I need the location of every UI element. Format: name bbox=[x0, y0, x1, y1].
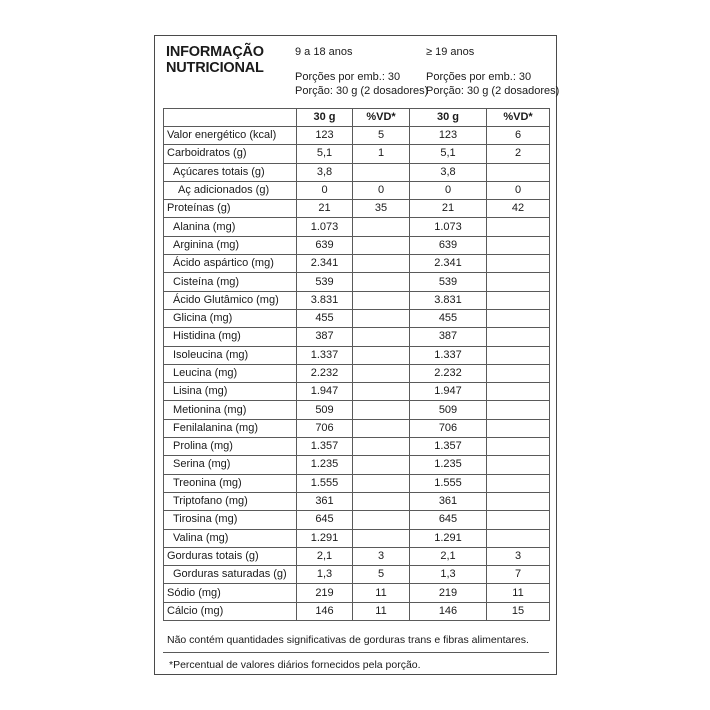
daily-value-9-18 bbox=[353, 438, 410, 456]
daily-value-19-plus bbox=[487, 364, 550, 382]
amount-9-18: 1.337 bbox=[297, 346, 353, 364]
nutrient-label: Tirosina (mg) bbox=[164, 511, 297, 529]
table-row bbox=[164, 328, 550, 346]
amount-19-plus: 455 bbox=[410, 309, 487, 327]
amount-9-18: 539 bbox=[297, 273, 353, 291]
table-row bbox=[164, 127, 550, 145]
amount-9-18: 706 bbox=[297, 419, 353, 437]
table-row bbox=[164, 255, 550, 273]
daily-value-9-18 bbox=[353, 346, 410, 364]
nutrient-label: Arginina (mg) bbox=[164, 236, 297, 254]
amount-19-plus: 539 bbox=[410, 273, 487, 291]
nutrition-facts-panel bbox=[154, 35, 560, 675]
nutrient-label: Ácido aspártico (mg) bbox=[164, 255, 297, 273]
daily-value-9-18 bbox=[353, 474, 410, 492]
column-header-9-18 bbox=[295, 45, 428, 98]
daily-value-9-18 bbox=[353, 401, 410, 419]
amount-9-18: 1.555 bbox=[297, 474, 353, 492]
daily-value-9-18: 3 bbox=[353, 547, 410, 565]
daily-value-9-18 bbox=[353, 511, 410, 529]
servings-per-package: Porções por emb.: 30 bbox=[426, 71, 532, 83]
amount-9-18: 1.357 bbox=[297, 438, 353, 456]
nutrient-label: Sódio (mg) bbox=[164, 584, 297, 602]
daily-value-19-plus: 15 bbox=[487, 602, 550, 620]
table-row bbox=[164, 309, 550, 327]
amount-9-18: 21 bbox=[297, 200, 353, 218]
title-line-1: INFORMAÇÃO bbox=[166, 44, 264, 60]
nutrient-label: Lisina (mg) bbox=[164, 383, 297, 401]
amount-header: 30 g bbox=[297, 109, 353, 127]
nutrient-label: Valina (mg) bbox=[164, 529, 297, 547]
amount-19-plus: 2.341 bbox=[410, 255, 487, 273]
table-row bbox=[164, 474, 550, 492]
table-row bbox=[164, 236, 550, 254]
daily-value-9-18 bbox=[353, 273, 410, 291]
daily-value-9-18 bbox=[353, 291, 410, 309]
age-group-label: 9 a 18 anos bbox=[295, 46, 353, 58]
amount-9-18: 3,8 bbox=[297, 163, 353, 181]
daily-value-19-plus bbox=[487, 438, 550, 456]
amount-9-18: 645 bbox=[297, 511, 353, 529]
nutrient-label: Proteínas (g) bbox=[164, 200, 297, 218]
daily-value-9-18 bbox=[353, 309, 410, 327]
table-row bbox=[164, 163, 550, 181]
table-row bbox=[164, 218, 550, 236]
table-row bbox=[164, 529, 550, 547]
daily-value-19-plus: 0 bbox=[487, 181, 550, 199]
daily-value-19-plus bbox=[487, 511, 550, 529]
daily-value-19-plus bbox=[487, 328, 550, 346]
amount-19-plus: 3,8 bbox=[410, 163, 487, 181]
daily-value-9-18 bbox=[353, 163, 410, 181]
title-line-2: NUTRICIONAL bbox=[166, 60, 264, 76]
nutrient-label: Carboidratos (g) bbox=[164, 145, 297, 163]
daily-value-9-18 bbox=[353, 456, 410, 474]
daily-value-19-plus bbox=[487, 236, 550, 254]
amount-19-plus: 123 bbox=[410, 127, 487, 145]
footnote-divider bbox=[163, 652, 549, 653]
amount-19-plus: 1.235 bbox=[410, 456, 487, 474]
footnote-trans-fat: Não contém quantidades significativas de gorduras trans e fibras alimentares. bbox=[167, 634, 529, 646]
table-row bbox=[164, 364, 550, 382]
table-body bbox=[164, 127, 550, 621]
amount-9-18: 361 bbox=[297, 492, 353, 510]
table-row bbox=[164, 145, 550, 163]
nutrient-label: Glicina (mg) bbox=[164, 309, 297, 327]
daily-value-9-18 bbox=[353, 492, 410, 510]
daily-value-19-plus bbox=[487, 383, 550, 401]
amount-header: 30 g bbox=[410, 109, 487, 127]
daily-value-19-plus bbox=[487, 529, 550, 547]
nutrient-label: Isoleucina (mg) bbox=[164, 346, 297, 364]
daily-value-19-plus bbox=[487, 456, 550, 474]
amount-19-plus: 1.073 bbox=[410, 218, 487, 236]
amount-19-plus: 1,3 bbox=[410, 566, 487, 584]
table-row bbox=[164, 566, 550, 584]
daily-value-9-18: 11 bbox=[353, 602, 410, 620]
amount-9-18: 1.291 bbox=[297, 529, 353, 547]
daily-value-9-18 bbox=[353, 529, 410, 547]
amount-19-plus: 361 bbox=[410, 492, 487, 510]
amount-9-18: 146 bbox=[297, 602, 353, 620]
daily-value-9-18 bbox=[353, 236, 410, 254]
daily-value-19-plus: 11 bbox=[487, 584, 550, 602]
daily-value-19-plus bbox=[487, 291, 550, 309]
table-row bbox=[164, 547, 550, 565]
amount-19-plus: 387 bbox=[410, 328, 487, 346]
daily-value-19-plus: 7 bbox=[487, 566, 550, 584]
nutrient-header-cell bbox=[164, 109, 297, 127]
daily-value-19-plus bbox=[487, 401, 550, 419]
daily-value-header: %VD* bbox=[353, 109, 410, 127]
table-row bbox=[164, 200, 550, 218]
daily-value-9-18 bbox=[353, 419, 410, 437]
footnote-daily-values: *Percentual de valores diários fornecidos pela porção. bbox=[169, 659, 421, 671]
daily-value-9-18: 35 bbox=[353, 200, 410, 218]
daily-value-9-18: 5 bbox=[353, 127, 410, 145]
nutrient-label: Cálcio (mg) bbox=[164, 602, 297, 620]
amount-9-18: 0 bbox=[297, 181, 353, 199]
table-row bbox=[164, 181, 550, 199]
table-row bbox=[164, 438, 550, 456]
amount-19-plus: 3.831 bbox=[410, 291, 487, 309]
amount-19-plus: 645 bbox=[410, 511, 487, 529]
table-row bbox=[164, 511, 550, 529]
amount-9-18: 3.831 bbox=[297, 291, 353, 309]
nutrient-label: Cisteína (mg) bbox=[164, 273, 297, 291]
nutrient-label: Gorduras saturadas (g) bbox=[164, 566, 297, 584]
amount-9-18: 5,1 bbox=[297, 145, 353, 163]
daily-value-19-plus: 42 bbox=[487, 200, 550, 218]
daily-value-19-plus bbox=[487, 474, 550, 492]
daily-value-9-18: 1 bbox=[353, 145, 410, 163]
table-row bbox=[164, 383, 550, 401]
daily-value-19-plus bbox=[487, 492, 550, 510]
daily-value-9-18: 0 bbox=[353, 181, 410, 199]
amount-19-plus: 21 bbox=[410, 200, 487, 218]
amount-9-18: 509 bbox=[297, 401, 353, 419]
daily-value-9-18: 5 bbox=[353, 566, 410, 584]
daily-value-9-18 bbox=[353, 383, 410, 401]
nutrient-label: Fenilalanina (mg) bbox=[164, 419, 297, 437]
amount-9-18: 1.073 bbox=[297, 218, 353, 236]
nutrition-table bbox=[163, 108, 550, 621]
amount-9-18: 387 bbox=[297, 328, 353, 346]
amount-19-plus: 219 bbox=[410, 584, 487, 602]
daily-value-19-plus bbox=[487, 163, 550, 181]
daily-value-19-plus bbox=[487, 273, 550, 291]
amount-19-plus: 1.357 bbox=[410, 438, 487, 456]
table-row bbox=[164, 456, 550, 474]
amount-9-18: 455 bbox=[297, 309, 353, 327]
nutrient-label: Metionina (mg) bbox=[164, 401, 297, 419]
column-header-19-plus bbox=[426, 45, 559, 98]
daily-value-header: %VD* bbox=[487, 109, 550, 127]
nutrient-label: Triptofano (mg) bbox=[164, 492, 297, 510]
daily-value-9-18 bbox=[353, 364, 410, 382]
table-row bbox=[164, 584, 550, 602]
daily-value-19-plus bbox=[487, 218, 550, 236]
amount-19-plus: 1.947 bbox=[410, 383, 487, 401]
table-row bbox=[164, 346, 550, 364]
nutrient-label: Histidina (mg) bbox=[164, 328, 297, 346]
table-header-row bbox=[164, 109, 550, 127]
nutrient-label: Açúcares totais (g) bbox=[164, 163, 297, 181]
nutrient-label: Valor energético (kcal) bbox=[164, 127, 297, 145]
panel-title bbox=[166, 44, 264, 76]
table-row bbox=[164, 401, 550, 419]
table-row bbox=[164, 602, 550, 620]
table-row bbox=[164, 419, 550, 437]
daily-value-19-plus: 6 bbox=[487, 127, 550, 145]
daily-value-19-plus bbox=[487, 309, 550, 327]
amount-9-18: 1.235 bbox=[297, 456, 353, 474]
amount-9-18: 1,3 bbox=[297, 566, 353, 584]
amount-19-plus: 5,1 bbox=[410, 145, 487, 163]
nutrient-label: Gorduras totais (g) bbox=[164, 547, 297, 565]
daily-value-19-plus bbox=[487, 419, 550, 437]
nutrient-label: Aç adicionados (g) bbox=[164, 181, 297, 199]
amount-19-plus: 2.232 bbox=[410, 364, 487, 382]
amount-19-plus: 1.291 bbox=[410, 529, 487, 547]
amount-19-plus: 1.337 bbox=[410, 346, 487, 364]
daily-value-19-plus: 2 bbox=[487, 145, 550, 163]
amount-19-plus: 706 bbox=[410, 419, 487, 437]
amount-9-18: 639 bbox=[297, 236, 353, 254]
daily-value-9-18: 11 bbox=[353, 584, 410, 602]
amount-19-plus: 2,1 bbox=[410, 547, 487, 565]
age-group-label: ≥ 19 anos bbox=[426, 46, 475, 58]
table-row bbox=[164, 492, 550, 510]
nutrient-label: Serina (mg) bbox=[164, 456, 297, 474]
nutrient-label: Prolina (mg) bbox=[164, 438, 297, 456]
portion-size: Porção: 30 g (2 dosadores) bbox=[295, 85, 429, 97]
daily-value-19-plus bbox=[487, 346, 550, 364]
amount-9-18: 2.232 bbox=[297, 364, 353, 382]
amount-9-18: 2.341 bbox=[297, 255, 353, 273]
amount-19-plus: 1.555 bbox=[410, 474, 487, 492]
nutrient-label: Ácido Glutâmico (mg) bbox=[164, 291, 297, 309]
nutrient-label: Treonina (mg) bbox=[164, 474, 297, 492]
nutrient-label: Leucina (mg) bbox=[164, 364, 297, 382]
amount-9-18: 123 bbox=[297, 127, 353, 145]
amount-9-18: 219 bbox=[297, 584, 353, 602]
amount-9-18: 1.947 bbox=[297, 383, 353, 401]
amount-19-plus: 639 bbox=[410, 236, 487, 254]
daily-value-19-plus bbox=[487, 255, 550, 273]
amount-19-plus: 146 bbox=[410, 602, 487, 620]
servings-per-package: Porções por emb.: 30 bbox=[295, 71, 401, 83]
daily-value-9-18 bbox=[353, 218, 410, 236]
amount-19-plus: 0 bbox=[410, 181, 487, 199]
amount-9-18: 2,1 bbox=[297, 547, 353, 565]
daily-value-19-plus: 3 bbox=[487, 547, 550, 565]
nutrient-label: Alanina (mg) bbox=[164, 218, 297, 236]
table-row bbox=[164, 291, 550, 309]
table-row bbox=[164, 273, 550, 291]
amount-19-plus: 509 bbox=[410, 401, 487, 419]
daily-value-9-18 bbox=[353, 255, 410, 273]
daily-value-9-18 bbox=[353, 328, 410, 346]
portion-size: Porção: 30 g (2 dosadores) bbox=[426, 85, 560, 97]
